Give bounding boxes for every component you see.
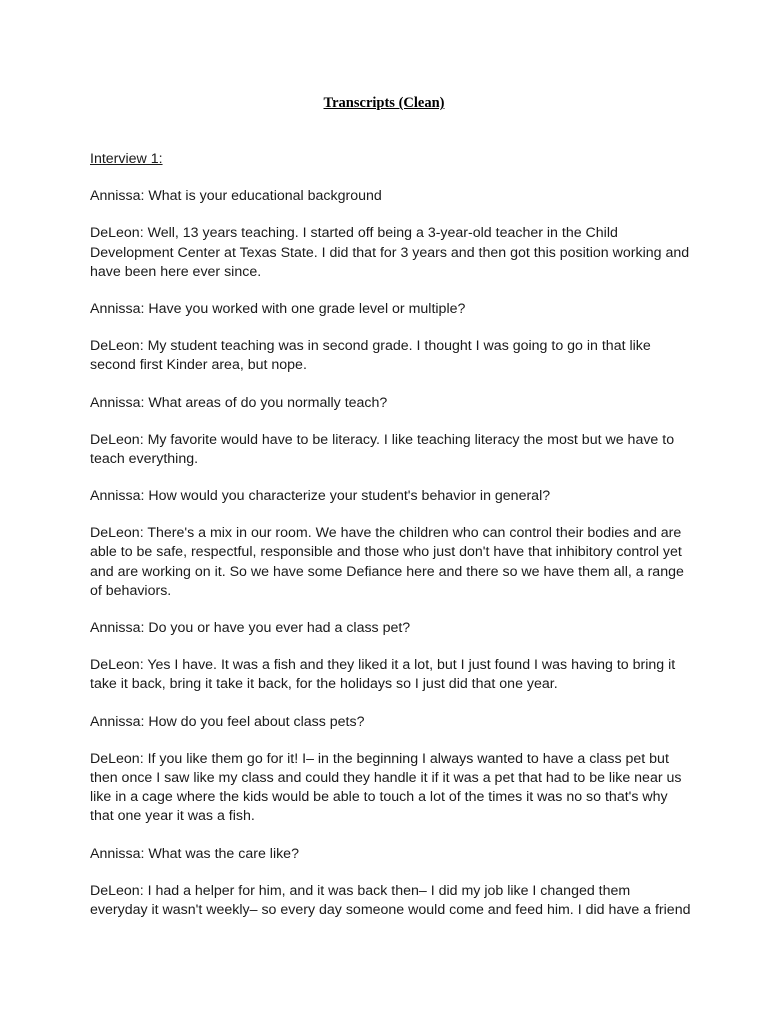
transcript-line: Development Center at Texas State. I did that for 3 years and then got this position working and <box>90 244 690 261</box>
transcript-line: have been here ever since. <box>90 263 262 280</box>
transcript-paragraph <box>90 300 690 319</box>
transcript-line: DeLeon: I had a helper for him, and it was back then– I did my job like I changed them <box>90 882 631 899</box>
transcript-line: that one year it was a fish. <box>90 808 255 825</box>
transcript-paragraph <box>90 224 690 282</box>
transcript-line: of behaviors. <box>90 582 172 599</box>
transcript-paragraph <box>90 656 690 694</box>
transcript-paragraph <box>90 750 690 827</box>
transcript-paragraph <box>90 524 690 601</box>
transcript-line: then once I saw like my class and could they handle it if it was a pet that had to be like near us <box>90 769 682 786</box>
transcript-paragraph <box>90 337 690 375</box>
transcript-paragraph <box>90 845 690 864</box>
transcript-line: like in a cage where the kids would be able to touch a lot of the times it was no so that's why <box>90 789 668 806</box>
transcript-paragraph <box>90 187 690 206</box>
transcript-line: everyday it wasn't weekly– so every day someone would come and feed him. I did have a friend <box>90 901 691 918</box>
interview-heading: Interview 1: <box>90 151 163 167</box>
transcript-line: DeLeon: If you like them go for it! I– in the beginning I always wanted to have a class pet but <box>90 750 669 767</box>
transcript-paragraph <box>90 487 690 506</box>
document-title: Transcripts (Clean) <box>323 95 445 111</box>
transcript-line: Annissa: Have you worked with one grade level or multiple? <box>90 300 466 317</box>
transcript-paragraph <box>90 394 690 413</box>
transcript-line: Annissa: What is your educational background <box>90 188 382 205</box>
transcript-line: DeLeon: My student teaching was in second grade. I thought I was going to go in that like <box>90 338 651 355</box>
transcript-line: Annissa: What areas of do you normally teach? <box>90 394 388 411</box>
transcript-line: teach everything. <box>90 450 199 467</box>
transcript-line: DeLeon: My favorite would have to be literacy. I like teaching literacy the most but we have to <box>90 431 675 448</box>
transcript-paragraphs <box>90 187 690 920</box>
transcript-line: DeLeon: Yes I have. It was a fish and they liked it a lot, but I just found I was having to bring it <box>90 657 676 674</box>
transcript-paragraph <box>90 619 690 638</box>
transcript-line: Annissa: What was the care like? <box>90 845 299 862</box>
transcript-line: Annissa: How do you feel about class pets? <box>90 713 365 730</box>
transcript-line: take it back, bring it take it back, for the holidays so I just did that one year. <box>90 676 558 693</box>
transcript-line: DeLeon: Well, 13 years teaching. I started off being a 3-year-old teacher in the Child <box>90 225 618 242</box>
transcript-line: Annissa: Do you or have you ever had a class pet? <box>90 620 411 636</box>
transcript-line: second first Kinder area, but nope. <box>90 357 307 374</box>
transcript-paragraph <box>90 431 690 469</box>
transcript-paragraph <box>90 882 690 920</box>
transcript-paragraph <box>90 713 690 732</box>
transcript-line: able to be safe, respectful, responsible and those who just don't have that inhibitory control yet <box>90 544 682 561</box>
transcript-line: DeLeon: There's a mix in our room. We have the children who can control their bodies and are <box>90 525 682 542</box>
document-body <box>90 150 690 938</box>
transcript-line: Annissa: How would you characterize your student's behavior in general? <box>90 488 551 505</box>
transcript-line: and are working on it. So we have some Defiance here and there so we have them all, a range <box>90 563 684 580</box>
